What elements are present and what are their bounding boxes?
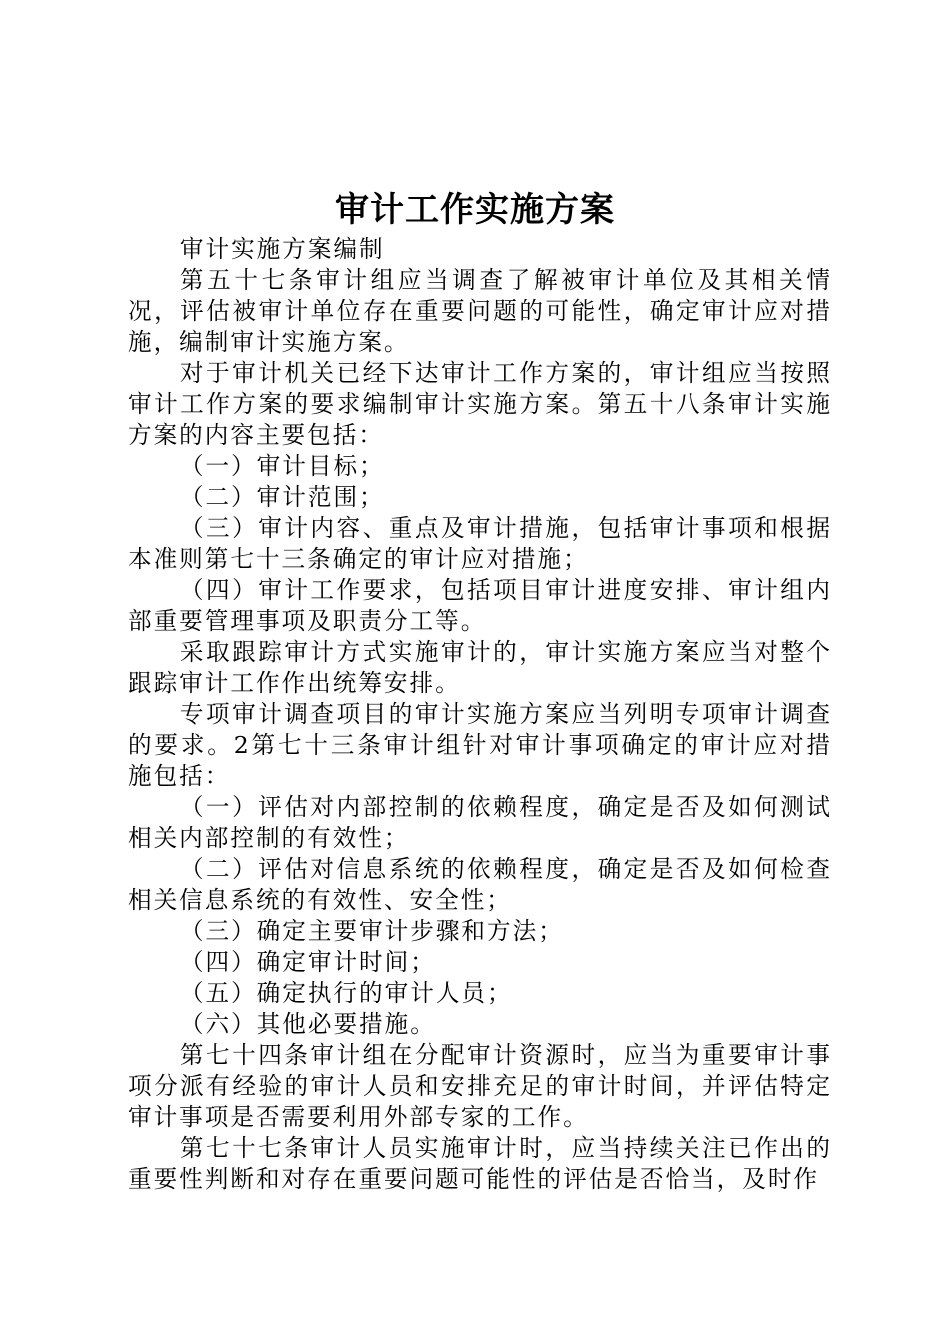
list-item: （四）审计工作要求，包括项目审计进度安排、审计组内部重要管理事项及职责分工等。 bbox=[128, 576, 832, 635]
paragraph: 第七十四条审计组在分配审计资源时，应当为重要审计事项分派有经验的审计人员和安排充足的审计时间，并评估特定审计事项是否需要利用外部专家的工作。 bbox=[128, 1041, 832, 1131]
paragraph: 第五十七条审计组应当调查了解被审计单位及其相关情况，评估被审计单位存在重要问题的可能性，确定审计应对措施，编制审计实施方案。 bbox=[128, 266, 832, 356]
list-item: （三）审计内容、重点及审计措施，包括审计事项和根据本准则第七十三条确定的审计应对措施； bbox=[128, 514, 832, 573]
paragraph: 采取跟踪审计方式实施审计的，审计实施方案应当对整个跟踪审计工作作出统筹安排。 bbox=[128, 638, 832, 697]
paragraph: 审计实施方案编制 bbox=[179, 235, 385, 263]
paragraph: 对于审计机关已经下达审计工作方案的，审计组应当按照审计工作方案的要求编制审计实施方案。第五十八条审计实施方案的内容主要包括： bbox=[128, 359, 832, 449]
list-item: （三）确定主要审计步骤和方法； bbox=[179, 917, 564, 945]
list-item: （五）确定执行的审计人员； bbox=[179, 979, 513, 1007]
list-item: （四）确定审计时间； bbox=[179, 948, 436, 976]
list-item: （一）审计目标； bbox=[179, 452, 385, 480]
list-item: （二）评估对信息系统的依赖程度，确定是否及如何检查相关信息系统的有效性、安全性； bbox=[128, 855, 832, 914]
paragraph: 第七十七条审计人员实施审计时，应当持续关注已作出的重要性判断和对存在重要问题可能性的评估是否恰当，及时作 bbox=[128, 1134, 832, 1193]
list-item: （六）其他必要措施。 bbox=[179, 1010, 436, 1038]
list-item: （二）审计范围； bbox=[179, 483, 385, 511]
list-item: （一）评估对内部控制的依赖程度，确定是否及如何测试相关内部控制的有效性； bbox=[128, 793, 832, 852]
document-title: 审计工作实施方案 bbox=[335, 190, 615, 230]
paragraph: 专项审计调查项目的审计实施方案应当列明专项审计调查的要求。2第七十三条审计组针对审计事项确定的审计应对措施包括： bbox=[128, 700, 832, 790]
document-body bbox=[128, 234, 832, 1195]
